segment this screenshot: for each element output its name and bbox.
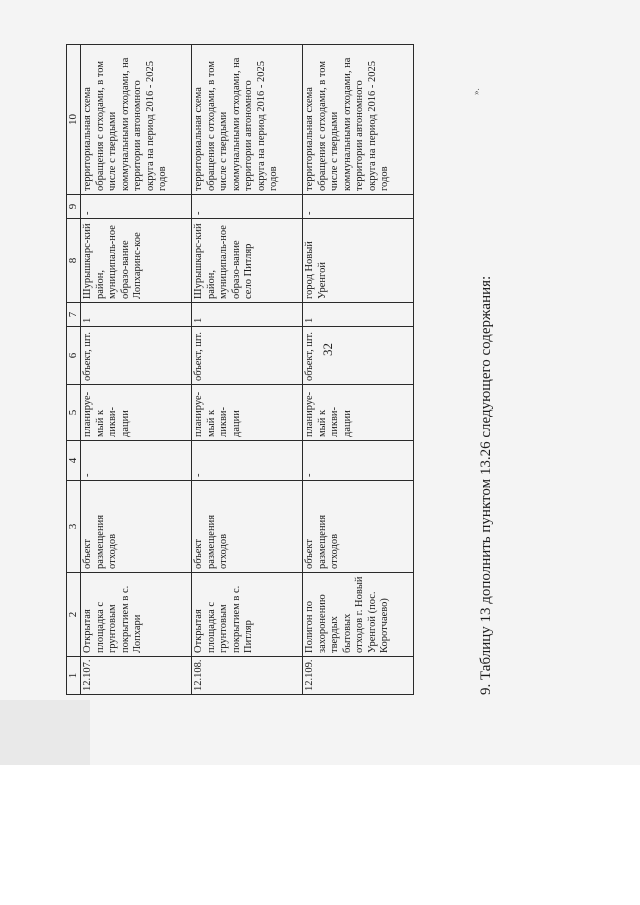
cell-location: город Новый Уренгой [303,219,414,303]
cell-type: объект размещения отходов [81,481,192,573]
rotated-page-content [66,45,506,695]
header-cell: 10 [67,45,81,195]
header-cell: 1 [67,657,81,695]
cell-col9: - [192,195,303,219]
cell-status: планируе-мый к ликви-дации [303,385,414,441]
header-cell: 2 [67,573,81,657]
cell-location: Шурышкарс-кий район, муниципаль-ное образо-вание село Питляр [192,219,303,303]
cell-number: 12.107. [81,657,192,695]
cell-basis: территориальная схема обращения с отходами, в том числе с твердыми коммунальными отходами, на территории автономного округа на период 2016 - 2025 годов [81,45,192,195]
cell-type: объект размещения отходов [192,481,303,573]
cell-status: планируе-мый к ликви-дации [192,385,303,441]
cell-col9: - [303,195,414,219]
page-number: 32 [320,343,335,356]
cell-type: объект размещения отходов [303,481,414,573]
cell-name: Полигон по захоронению твердых бытовых отходов г. Новый Уренгой (пос. Коротчаево) [303,573,414,657]
cell-unit: объект, шт. [192,327,303,385]
amendment-note: 9. Таблицу 13 дополнить пунктом 13.26 следующего содержания: [478,275,494,695]
table-row [303,45,414,695]
table-row [81,45,192,695]
header-cell: 6 [67,327,81,385]
cell-name: Открытая площадка с грунтовым покрытием в с. Лопхари [81,573,192,657]
table-header-row [67,45,81,695]
cell-basis: территориальная схема обращения с отходами, в том числе с твердыми коммунальными отходами, на территории автономного округа на период 2016 - 2025 годов [303,45,414,195]
header-cell: 8 [67,219,81,303]
cell-location: Шурышкарс-кий район, муниципаль-ное образо-вание Лопхаринс-кое [81,219,192,303]
cell-status: планируе-мый к ликви-дации [81,385,192,441]
cell-unit: объект, шт. [303,327,414,385]
corner-mark: ». [471,88,481,95]
cell-count: 1 [303,303,414,327]
objects-table [66,44,414,695]
cell-col9: - [81,195,192,219]
cell-number: 12.108. [192,657,303,695]
cell-unit: объект, шт. [81,327,192,385]
cell-count: 1 [81,303,192,327]
header-cell: 5 [67,385,81,441]
table-row [192,45,303,695]
header-cell: 9 [67,195,81,219]
header-cell: 7 [67,303,81,327]
cell-number: 12.109. [303,657,414,695]
cell-name: Открытая площадка с грунтовым покрытием в с. Питляр [192,573,303,657]
cell-col4: - [303,441,414,481]
header-cell: 3 [67,481,81,573]
scan-edge-shadow [0,700,90,765]
cell-col4: - [192,441,303,481]
cell-basis: территориальная схема обращения с отходами, в том числе с твердыми коммунальными отходами, на территории автономного округа на период 2016 - 2025 годов [192,45,303,195]
cell-count: 1 [192,303,303,327]
cell-col4: - [81,441,192,481]
header-cell: 4 [67,441,81,481]
